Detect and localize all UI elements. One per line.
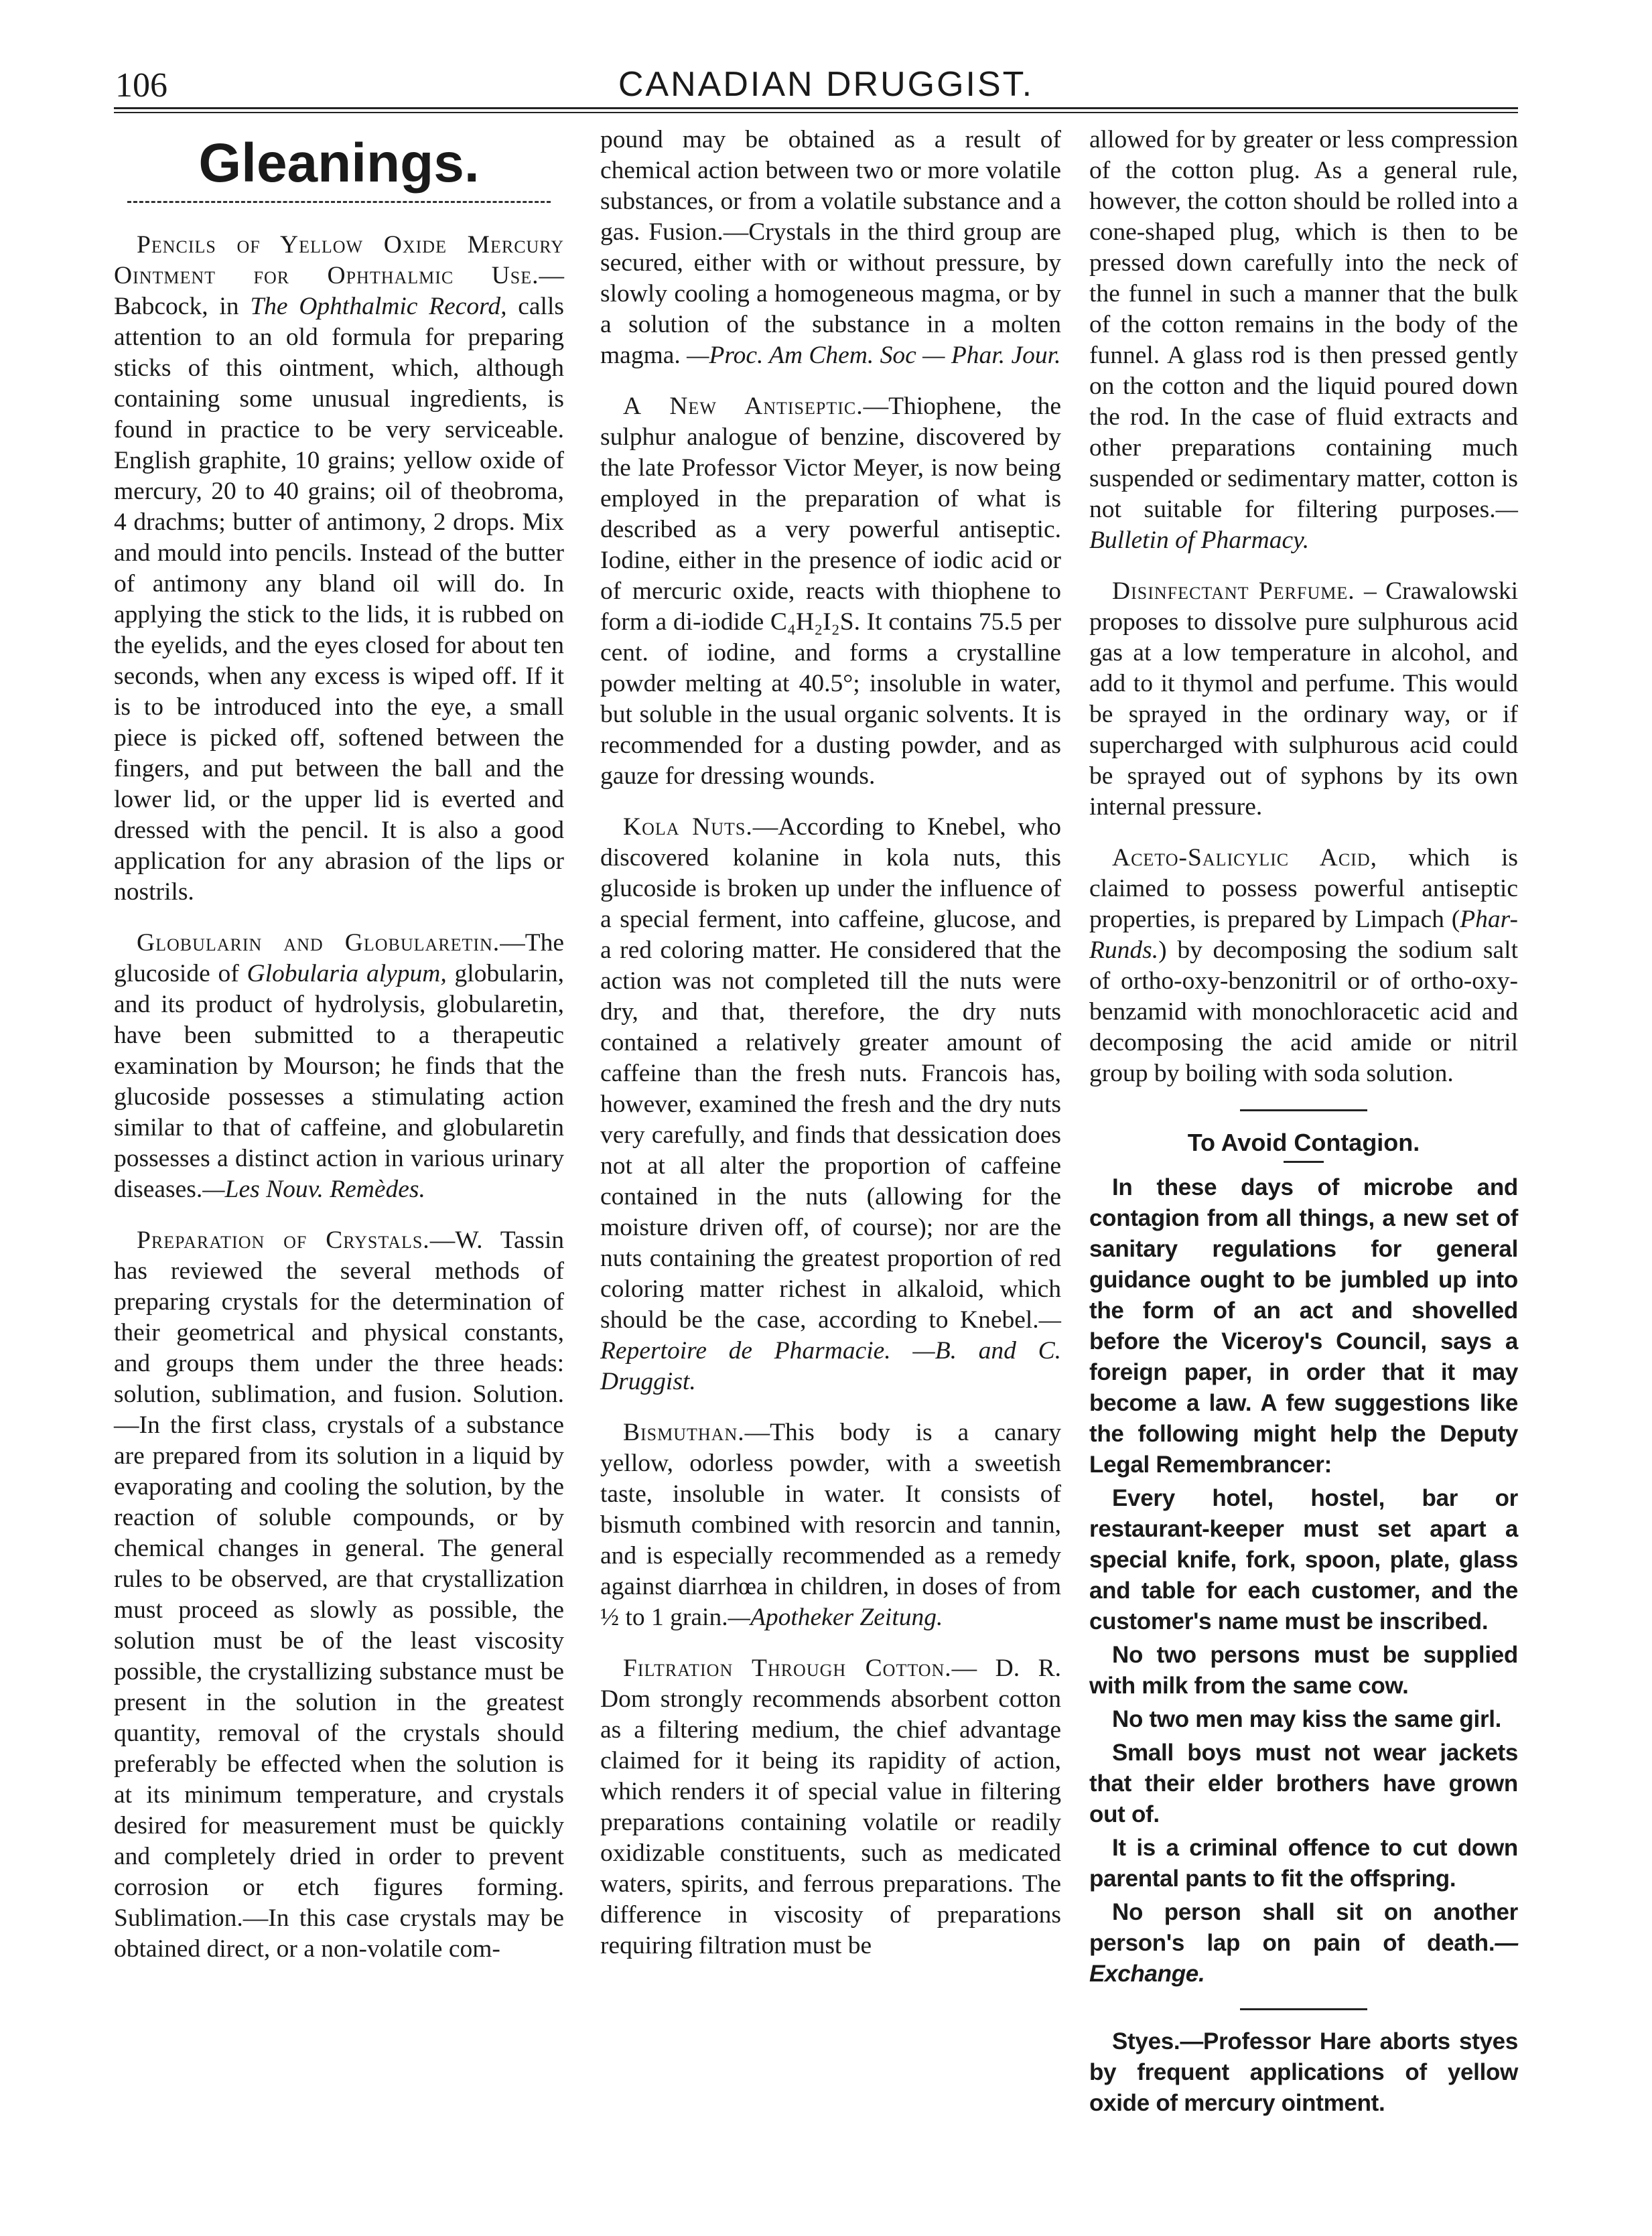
paragraph	[1089, 2026, 1518, 2119]
page-number: 106	[115, 66, 167, 104]
body-text: Styes.—Professor Hare aborts styes by frequent applications of yellow oxide of mercury ointment.	[1089, 2028, 1518, 2116]
article-heading: Aceto-Salicylic Acid,	[1112, 844, 1377, 871]
paragraph	[600, 125, 1061, 371]
article-heading: Bismuthan.	[623, 1419, 745, 1446]
article-heading: Globularin and Globularetin.	[137, 929, 500, 957]
paragraph	[1089, 1704, 1518, 1735]
body-text: — D. R. Dom strongly recommends absorbent cotton as a filtering medium, the chief advantage claimed for it being its rapidity of action, which renders it of special value in filtering preparations containing volatile or readily oxidizable constituents, such as medicated waters, spirits, and ferrous preparations. The difference in viscosity of preparations requiring filtration must be	[600, 1655, 1061, 1959]
paragraph	[1089, 576, 1518, 823]
paragraph	[1089, 1833, 1518, 1894]
article-heading: Pencils of Yellow Oxide Mercury Ointment for Ophthalmic Use.	[114, 231, 564, 289]
divider	[1240, 1109, 1367, 1111]
article-heading: Preparation of Crystals.	[137, 1227, 430, 1254]
paragraph	[600, 1653, 1061, 1961]
title-rule	[127, 201, 551, 203]
column-2	[600, 125, 1061, 1981]
column-1	[114, 127, 564, 1985]
paragraph	[1089, 1640, 1518, 1701]
body-text: Every hotel, hostel, bar or restaurant-keeper must set apart a special knife, fork, spoon, plate, glass and table for each customer, and the customer's name must be inscribed.	[1089, 1485, 1518, 1634]
article-heading: Filtration Through Cotton.	[623, 1655, 952, 1682]
paragraph	[114, 1225, 564, 1965]
body-text: Small boys must not wear jackets that their elder brothers have grown out of.	[1089, 1740, 1518, 1827]
article-list	[1089, 125, 1518, 1089]
contagion-heading: To Avoid Contagion.	[1187, 1129, 1420, 1156]
publication-title: CANADIAN DRUGGIST.	[618, 65, 1034, 104]
body-text: —This body is a canary yellow, odorless powder, with a sweetish taste, insoluble in water. It consists of bismuth combined with resorcin and tannin, and is especially recommended as a remedy against diarrhœa in children, in doses of from ½ to 1 grain.	[600, 1419, 1061, 1631]
paragraph	[114, 928, 564, 1205]
paragraph	[1089, 1483, 1518, 1637]
article-heading: Kola Nuts.	[623, 813, 753, 841]
body-text: In these days of microbe and contagion from all things, a new set of sanitary regulations for general guidance ought to be jumbled up into the form of an act and shovelled before the Viceroy's Council, says a foreign paper, in order that it may become a law. A few suggestions like the following might help the Deputy Legal Remembrancer:	[1089, 1174, 1518, 1478]
paragraph	[600, 391, 1061, 792]
citation: —Apotheker Zeitung.	[728, 1604, 943, 1631]
article-heading: A New Antiseptic.	[623, 393, 864, 420]
body-text: No two men may kiss the same girl.	[1112, 1706, 1502, 1732]
contagion-article	[1089, 1172, 1518, 1989]
body-text: —W. Tassin has reviewed the several methods of preparing crystals for the determination of their geometrical and physical constants, and groups them under the three heads: solution, sublimation, and fusion. Solution.—In the first class, crystals of a substance are prepared from its solution in a liquid by evaporating and cooling the solution, by the reaction of soluble compounds, or by chemical changes in general. The general rules to be observed, are that crystallization must proceed as slowly as possible, the solution must be of the least viscosity possible, the crystallizing substance must be present in the solution in the greatest quantity, removal of the crystals should preferably be effected when the solution is at its minimum temperature, and crystals desired for measurement must be quickly and completely dried in order to prevent corrosion or etch figures forming. Sublimation.—In this case crystals may be obtained direct, or a non-volatile com-	[114, 1227, 564, 1963]
body-text: No person shall sit on another person's lap on pain of death.	[1089, 1899, 1518, 1956]
section-title: Gleanings.	[198, 133, 480, 194]
citation: —Repertoire de Pharmacie. —B. and C. Druggist.	[600, 1306, 1061, 1395]
article-heading: Disinfectant Perfume.	[1112, 577, 1355, 605]
styes-article	[1089, 2026, 1518, 2119]
body-text: ) by decomposing the sodium salt of ortho-oxy-benzonitril or of ortho-oxy-benzamid with monochloracetic acid and decomposing the acid amide or nitril group by boiling with soda solution.	[1089, 936, 1518, 1087]
citation: —Les Nouv. Remèdes.	[202, 1176, 425, 1203]
citation: Phar-Runds.	[1089, 906, 1518, 964]
body-text: It is a criminal offence to cut down parental pants to fit the offspring.	[1089, 1835, 1518, 1892]
citation: —Bulletin of Pharmacy.	[1089, 496, 1518, 554]
body-text: pound may be obtained as a result of chemical action between two or more volatile substances, or from a volatile substance and a gas. Fusion.—Crystals in the third group are secured, either with or without pressure, by slowly cooling a homogeneous magma, or by a solution of the substance in a molten magma.	[600, 126, 1061, 369]
paragraph	[600, 812, 1061, 1397]
article-list	[114, 230, 564, 1965]
body-text: – Crawalowski proposes to dissolve pure sulphurous acid gas at a low temperature in alcohol, and add to it thymol and perfume. This would be sprayed in the ordinary way, or if supercharged with sulphurous acid could be sprayed out of syphons by its own internal pressure.	[1089, 577, 1518, 821]
divider	[1284, 1161, 1324, 1163]
body-text: —Thiophene, the sulphur analogue of benzine, discovered by the late Professor Victor Meyer, is now being employed in the preparation of what is described as a very powerful antiseptic. Iodine, either in the presence of iodic acid or of mercuric oxide, reacts with thiophene to form a di-iodide C₄H₂I₂S. It contains 75.5 per cent. of iodine, and forms a crystalline powder melting at 40.5°; insoluble in water, but soluble in the usual organic solvents. It is recommended for a dusting powder, and as gauze for dressing wounds.	[600, 393, 1061, 790]
paragraph	[1089, 843, 1518, 1089]
paragraph	[1089, 1897, 1518, 1989]
body-text: allowed for by greater or less compression of the cotton plug. As a general rule, however, the cotton should be rolled into a cone-shaped plug, which is then to be pressed down carefully into the neck of the funnel in such a manner that the bulk of the cotton remains in the body of the funnel. A glass rod is then pressed gently on the cotton and the liquid poured down the rod. In the case of fluid extracts and other preparations containing much suspended or sedimentary matter, cotton is not suitable for filtering purposes.	[1089, 126, 1519, 523]
body-text: —Babcock, in	[114, 262, 564, 320]
body-text: —According to Knebel, who discovered kolanine in kola nuts, this glucoside is broken up under the influence of a special ferment, into caffeine, glucose, and a red coloring matter. He considered that the action was not completed till the nuts were dry, and that, therefore, the dry nuts contained a relatively greater amount of caffeine than the fresh nuts. Francois has, however, examined the fresh and the dry nuts very carefully, and finds that dessication does not at all alter the proportion of caffeine contained in the nuts (allowing for the moisture driven off, of course); nor are the nuts containing the greatest proportion of red coloring matter richest in alkaloid, which should be the case, according to Knebel.	[600, 813, 1061, 1334]
body-text: calls attention to an old formula for preparing sticks of this ointment, which, although containing some unusual ingredients, is found in practice to be very serviceable. English graphite, 10 grains; yellow oxide of mercury, 20 to 40 grains; oil of theobroma, 4 drachms; butter of antimony, 2 drops. Mix and mould into pencils. Instead of the butter of antimony any bland oil will do. In applying the stick to the lids, it is rubbed on the eyelids, and the eyes closed for about ten seconds, when any excess is wiped off. If it is to be introduced into the eye, a small piece is picked off, softened between the fingers, and put between the ball and the lower lid, or the upper lid is everted and dressed with the pencil. It is also a good application for any abrasion of the lips or nostrils.	[114, 293, 564, 906]
paragraph	[1089, 1172, 1518, 1480]
divider	[1240, 2008, 1367, 2010]
body-text: —The glucoside of	[114, 929, 564, 987]
column-3	[1089, 125, 1518, 2139]
citation: —Exchange.	[1089, 1930, 1518, 1987]
citation: Globularia alypum,	[247, 960, 447, 987]
paragraph	[1089, 125, 1518, 556]
citation: —Proc. Am Chem. Soc — Phar. Jour.	[680, 342, 1061, 369]
paragraph	[114, 230, 564, 908]
header-rule	[114, 107, 1518, 113]
body-text: which is claimed to possess powerful antiseptic properties, is prepared by Limpach (	[1089, 844, 1518, 933]
body-text: No two persons must be supplied with milk from the same cow.	[1089, 1642, 1518, 1699]
citation: The Ophthalmic Record,	[250, 293, 507, 320]
body-text: globularin, and its product of hydrolysis, globularetin, have been submitted to a therapeutic examination by Mourson; he finds that the glucoside possesses a stimulating action similar to that of caffeine, and globularetin possesses a distinct action in various urinary diseases.	[114, 960, 564, 1203]
paragraph	[600, 1417, 1061, 1633]
article-list	[600, 125, 1061, 1961]
paragraph	[1089, 1738, 1518, 1830]
